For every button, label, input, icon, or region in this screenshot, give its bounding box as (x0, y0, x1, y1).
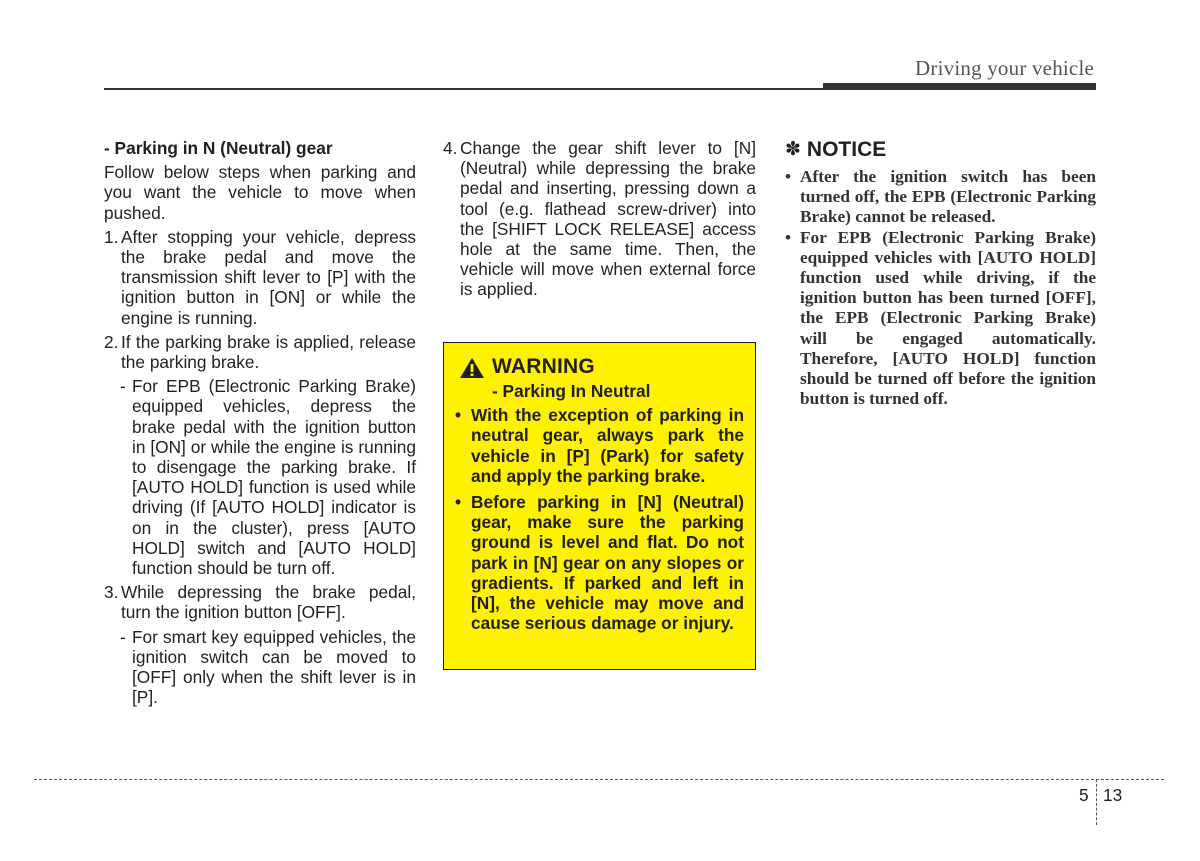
page-header-title: Driving your vehicle (915, 56, 1094, 80)
step-2 (104, 332, 416, 372)
step-text: After stopping your vehicle, depress the brake pedal and move the transmission shift lever to [P] with the ignition button in [ON] or while the engine is running. (121, 226, 416, 328)
notice-item-text: After the ignition switch has been turned off, the EPB (Electronic Parking Brake) cannot be released. (800, 167, 1096, 227)
header-rule-accent (823, 83, 1096, 90)
warning-title: WARNING (492, 355, 595, 378)
right-column (785, 138, 1096, 409)
footer-dashed-rule (34, 779, 1164, 780)
warning-subtitle: - Parking In Neutral (492, 381, 651, 401)
step-number: 3. (104, 582, 119, 603)
warning-item (455, 492, 744, 633)
warning-item-text: Before parking in [N] (Neutral) gear, make sure the parking ground is level and flat. Do not park in [N] gear on any slopes or gradients. If parked and left in [N], the vehicle may move and cause serious damage or injury. (471, 492, 744, 634)
bullet: • (785, 167, 792, 186)
step-number: 1. (104, 226, 119, 247)
notice-item (785, 167, 1096, 228)
warning-triangle-icon (459, 357, 485, 379)
notice-heading (785, 138, 1096, 162)
note-text: For smart key equipped vehicles, the ignition switch can be moved to [OFF] only when the shift lever is in [P]. (132, 626, 416, 708)
left-column (104, 138, 416, 711)
step-number: 2. (104, 331, 119, 352)
asterisk-icon: ✽ (785, 139, 801, 160)
notice-title: NOTICE (806, 138, 887, 161)
bullet: • (785, 227, 792, 247)
warning-item-text: With the exception of parking in neutral gear, always park the vehicle in [P] (Park) for safety and apply the parking brake. (471, 405, 744, 486)
dash-marker: - (120, 626, 126, 647)
warning-box (443, 342, 756, 670)
step-text: While depressing the brake pedal, turn the ignition button [OFF]. (121, 582, 416, 623)
bullet: • (455, 492, 462, 513)
page-number: 13 (1103, 785, 1123, 805)
chapter-number: 5 (1079, 785, 1089, 805)
step-4 (443, 138, 756, 300)
step-text: If the parking brake is applied, release the parking brake. (121, 331, 416, 373)
step-3-note (120, 627, 416, 708)
middle-column (443, 138, 756, 304)
step-3 (104, 582, 416, 622)
step-2-note (120, 376, 416, 578)
warning-heading-text (492, 355, 744, 401)
footer-page-divider (1096, 779, 1097, 825)
warning-item (455, 405, 744, 486)
step-text: Change the gear shift lever to [N] (Neutral) while depressing the brake pedal and inserting, pressing down a tool (e.g. flathead screw-driver) into the [SHIFT LOCK RELEASE] access hole at the same time. Then, the vehicle will move when external force is applied. (460, 138, 756, 300)
step-number: 4. (443, 138, 458, 158)
section-heading: - Parking in N (Neutral) gear (104, 138, 333, 158)
note-text: For EPB (Electronic Parking Brake) equipped vehicles, depress the brake pedal with the ignition button in [ON] or while the engine is running to disengage the parking brake. If [AUTO HOLD] function is used while driving (If [AUTO HOLD] indicator is on in the cluster), press [AUTO HOLD] switch and [AUTO HOLD] function should be turn off. (132, 376, 416, 579)
bullet: • (455, 405, 462, 426)
notice-item (785, 228, 1096, 410)
dash-marker: - (120, 376, 126, 397)
warning-header (455, 355, 744, 401)
notice-item-text: For EPB (Electronic Parking Brake) equipped vehicles with [AUTO HOLD] function used while driving, if the ignition button has been turned [OFF], the EPB (Electronic Parking Brake) will be engaged automatically. Therefore, [AUTO HOLD] function should be turned off before the ignition button is turned off. (800, 227, 1096, 409)
step-1 (104, 227, 416, 328)
intro-paragraph: Follow below steps when parking and you want the vehicle to move when pushed. (104, 162, 416, 223)
